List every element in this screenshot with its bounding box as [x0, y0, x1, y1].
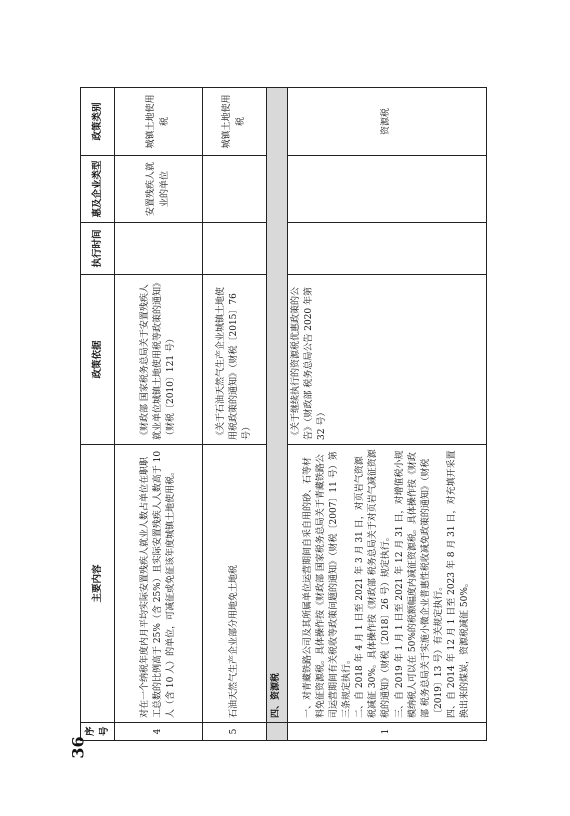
row-time	[288, 223, 487, 275]
section-title: 四、资源税	[267, 88, 288, 723]
row-main	[288, 445, 487, 723]
main-paragraph: 四、自 2014 年 12 月 1 日至 2023 年 8 月 31 日，对充填开采置换出来的煤炭，资源税减征 50%。	[446, 450, 470, 718]
row-main: 石油天然气生产企业部分用地免土地税	[203, 445, 267, 723]
row-basis: 《关于石油天然气生产企业城镇土地使用税政策的通知》（财税〔2015〕76 号）	[203, 275, 267, 445]
row-category: 城镇土地使用税	[203, 88, 267, 156]
row-no: 4	[115, 723, 203, 741]
header-no: 序号	[81, 723, 115, 741]
row-time	[203, 223, 267, 275]
row-category: 城镇土地使用税	[115, 88, 203, 156]
table-row	[288, 88, 487, 741]
header-basis: 政策依据	[81, 275, 115, 445]
table-container	[80, 88, 487, 741]
row-enterprise	[288, 156, 487, 223]
table-row	[115, 88, 203, 741]
section-row	[267, 88, 288, 741]
header-main: 主要内容	[81, 445, 115, 723]
page-number: 36	[68, 736, 88, 759]
row-time	[115, 223, 203, 275]
header-category: 政策类别	[81, 88, 115, 156]
row-basis: 《财政部 国家税务总局关于安置残疾人就业单位城镇土地使用税等政策的通知》（财税〔2010〕121 号）	[115, 275, 203, 445]
policy-table	[80, 87, 487, 741]
row-enterprise: 安置残疾人就业的单位	[115, 156, 203, 223]
main-paragraph: 二、自 2018 年 4 月 1 日至 2021 年 3 月 31 日，对页岩气资源税减征 30%。具体操作按《财政部 税务总局关于对页岩气减征资源税的通知》（财税〔2018〕26 号）规定执行。	[355, 449, 392, 718]
table-header-row	[81, 88, 115, 741]
row-main: 对在一个纳税年度内月平均实际安置残疾人就业人数占单位在职职工总数的比例高于 25%（含 25%）且实际安置残疾人人数高于 10 人（含 10 人）的单位，可减征或免征该年度城镇土地使用税。	[115, 445, 203, 723]
table-row	[203, 88, 267, 741]
row-category: 资源税	[288, 88, 487, 156]
row-no: 5	[203, 723, 267, 741]
header-time: 执行时间	[81, 223, 115, 275]
row-no: 1	[288, 723, 487, 741]
main-paragraph: 一、对青藏铁路公司及其所属单位运营期间自采自用的砂、石等材料免征资源税。具体操作按《财政部 国家税务总局关于青藏铁路公司运营期间有关税收等政策问题的通知》（财税〔2007〕11 号）第三条规定执行。	[303, 451, 353, 718]
rotated-table-frame	[80, 88, 487, 741]
section-no-cell	[267, 723, 288, 741]
row-enterprise	[203, 156, 267, 223]
main-paragraph: 三、自 2019 年 1 月 1 日至 2021 年 12 月 31 日，对增值税小规模纳税人可以在 50%的税额幅度内减征资源税。具体操作按《财政部 税务总局关于实施小微企业普惠性税收减免政策的通知》（财税〔2019〕13 号）有关规定执行。	[394, 450, 444, 718]
row-basis: 《关于继续执行的资源税优惠政策的公告》（财政部 税务总局公告 2020 年第 32 号）	[288, 275, 487, 445]
header-enterprise: 惠及企业类型	[81, 156, 115, 223]
